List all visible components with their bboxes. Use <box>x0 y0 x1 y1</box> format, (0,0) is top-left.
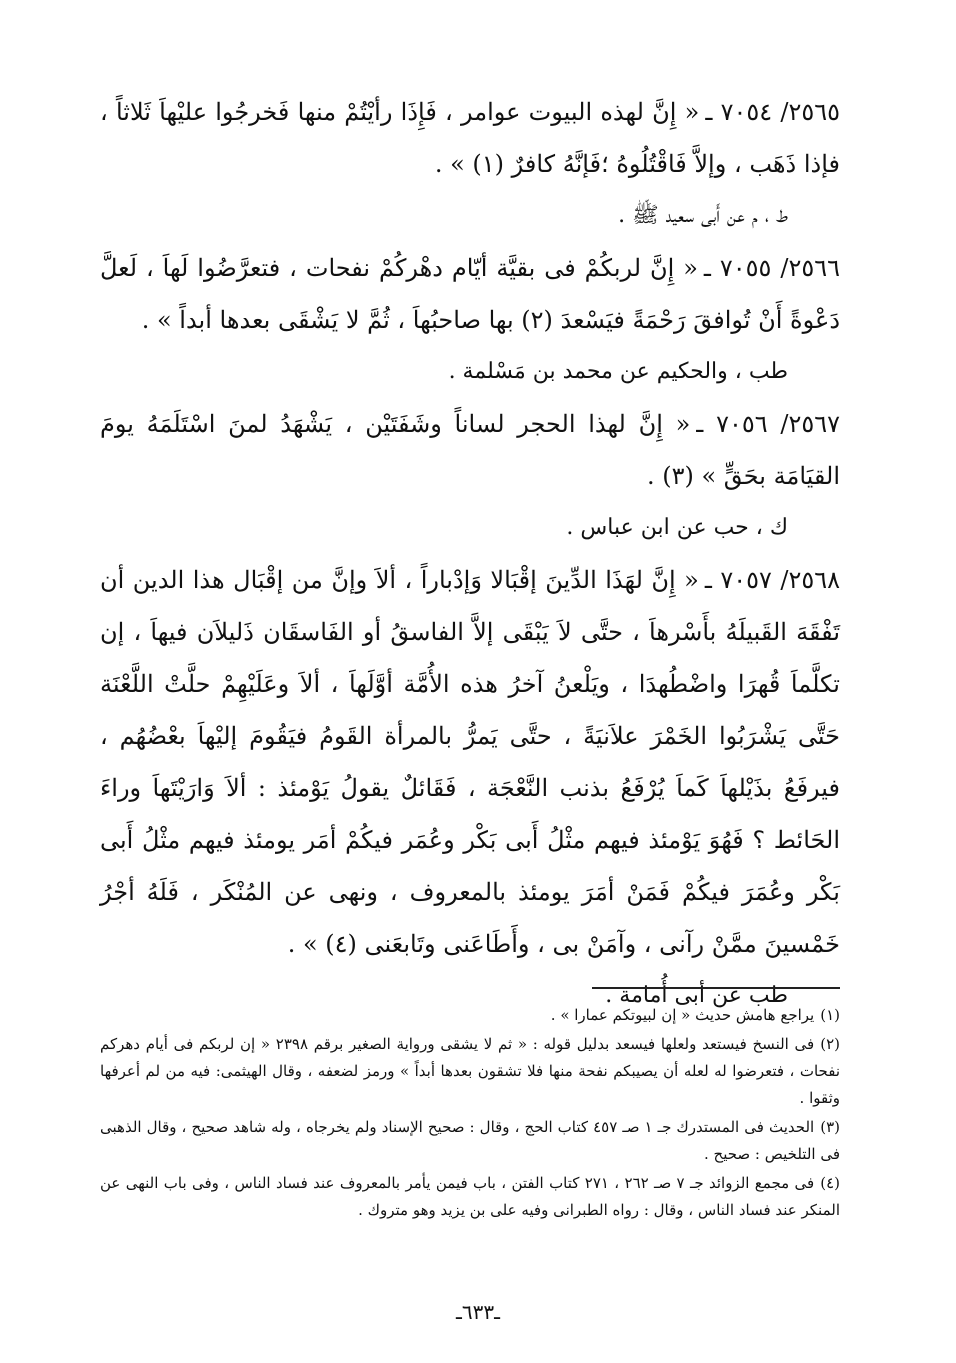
footnote-4 <box>100 1170 840 1224</box>
hadith-text: « إِنَّ لهَذَا الدِّينَ إقْبَالا وَإدْباراً ، ألاَ وإنَّ من إقْبَال هذا الدين أن تَفْقَهَ القَبيلَهُ بأَسْرهاَ ، حتَّى لاَ يَبْقَى إلاَّ الفاسقُ أو الفَاسقَان ذَليلاَن فيهاَ ، إن تكلَّماَ قُهرَا واضْطُهدَا ، ويَلْعنُ آخرُ هذه الأُمَّة أوَّلَهاَ ، ألاَ وعَلَيْهِمْ حلَّتْ اللَّعْنَة حَتَّى يَشْرَبُوا الخَمْرَ علاَنيَةً ، حتَّى يَمرُّ بالمرأة القَومُ فيَقُومَ إليْهاَ بعْضُهُم ، فيرفَعُ بذَيْلهاَ كَماَ يُرْفَعُ بذنب النَّعْجَة ، فَقَائلٌ يقولُ يَوْمئذ : ألاَ وَارَيْتَهاَ وراءَ الحَائط ؟ فَهُوَ يَوْمئذ فيهم مثْلُ أَبى بَكْر وعُمَر فيكُمْ أمَر يومئذ فيهم مثْلُ أَبى بَكْر وعُمَرَ فيكُمْ فَمَنْ أمَرَ يومئذ بالمعروف ، ونهى عن المُنْكَر ، فَلَهُ أجْرُ خَمْسينَ ممَّنْ رآنى ، وآمَنْ بى ، وأَطَاعَنى وتَابعَنى (٤) » . <box>100 566 840 958</box>
hadith-text: « إِنَّ لهذا الحجر لساناً وشَفَتَيْن ، يَشْهَدُ لمنَ اسْتَلَمَهُ يومَ القيَامَة بحَقٍّ » (٣) . <box>100 410 840 490</box>
footnote-text: يراجع هامش حديث « إن لبيوتكم عمارا » . <box>550 1006 815 1024</box>
hadith-source: طب ، والحكيم عن محمد بن مَسْلمة . <box>448 359 788 384</box>
footnote-number: (٣) <box>820 1118 840 1136</box>
hadith-number: ٢٥٦٨/ ٧٠٥٧ ـ <box>704 566 840 594</box>
footnote-2 <box>100 1031 840 1112</box>
hadith-source: ط ، م عن أَبى سعيد ﷺ . <box>618 203 788 228</box>
footnote-number: (١) <box>820 1006 840 1024</box>
hadith-number: ٢٥٦٦/ ٧٠٥٥ ـ <box>703 254 840 282</box>
page-number: ـ٦٣٣ـ <box>456 1300 500 1324</box>
footnotes <box>100 1002 840 1226</box>
footnote-divider <box>592 987 840 989</box>
footnote-3 <box>100 1114 840 1168</box>
hadith-2565 <box>100 86 840 190</box>
hadith-number: ٢٥٦٥/ ٧٠٥٤ ـ <box>705 98 840 126</box>
footnote-text: فى النسخ فيستعد ولعلها فيسعد بدليل قوله : « ثم لا يشقى ورواية الصغير برقم ٢٣٩٨ « إن لربكم فى أيام دهركم نفحات ، فتعرضوا له لعله أن يصيبكم نفحة منها فلا تشقون بعدها أبداً » ورمز لضعفه ، وقال الهيثمى: فيه من لم أعرفها وثقوا . <box>100 1035 840 1107</box>
hadith-2567 <box>100 398 840 502</box>
hadith-text: « إِنَّ لربكُمْ فى بقيَّة أيّام دهْركُمْ نفحات ، فتعرَّضُوا لَهاَ ، لَعلَّ دَعْوةً أَنْ تُوافقَ رَحْمَةً فيَسْعدَ (٢) بها صاحبُهاَ ، ثُمَّ لا يَشْقَى بعدها أبداً » . <box>100 254 840 334</box>
hadith-text: « إِنَّ لهذه البيوت عوامر ، فَإِذَا رأيْتُمْ منها فَخرجُوا عليْهاَ ثَلاثاً ، فإذا ذَهَب ، وإلاَّ فَاقْتُلُوهُ ؛فَإنَّهُ كافرٌ (١) » . <box>100 98 840 178</box>
footnote-1 <box>100 1002 840 1029</box>
footnote-number: (٢) <box>820 1035 840 1053</box>
footnote-text: الحديث فى المستدرك جـ ١ صـ ٤٥٧ كتاب الحج ، وقال : صحيح الإسناد ولم يخرجاه ، وله شاهد صحيح ، وقال الذهبى فى التلخيص : صحيح . <box>100 1118 840 1163</box>
page-body <box>100 86 840 1022</box>
hadith-number: ٢٥٦٧/ ٧٠٥٦ ـ <box>696 410 840 438</box>
hadith-source: طب عن أبى أُمامة . <box>605 983 788 1008</box>
hadith-2566 <box>100 242 840 346</box>
footnote-text: فى مجمع الزوائد جـ ٧ صـ ٢٦٢ ، ٢٧١ كتاب الفتن ، باب فيمن يأمر بالمعروف عند فساد الناس ، وفى باب النهى عن المنكر عند فساد الناس ، وقال : رواه الطبرانى وفيه على بن يزيد وهو متروك . <box>100 1174 840 1219</box>
footnote-number: (٤) <box>820 1174 840 1192</box>
hadith-2568 <box>100 554 840 970</box>
hadith-source: ك ، حب عن ابن عباس . <box>566 515 788 540</box>
